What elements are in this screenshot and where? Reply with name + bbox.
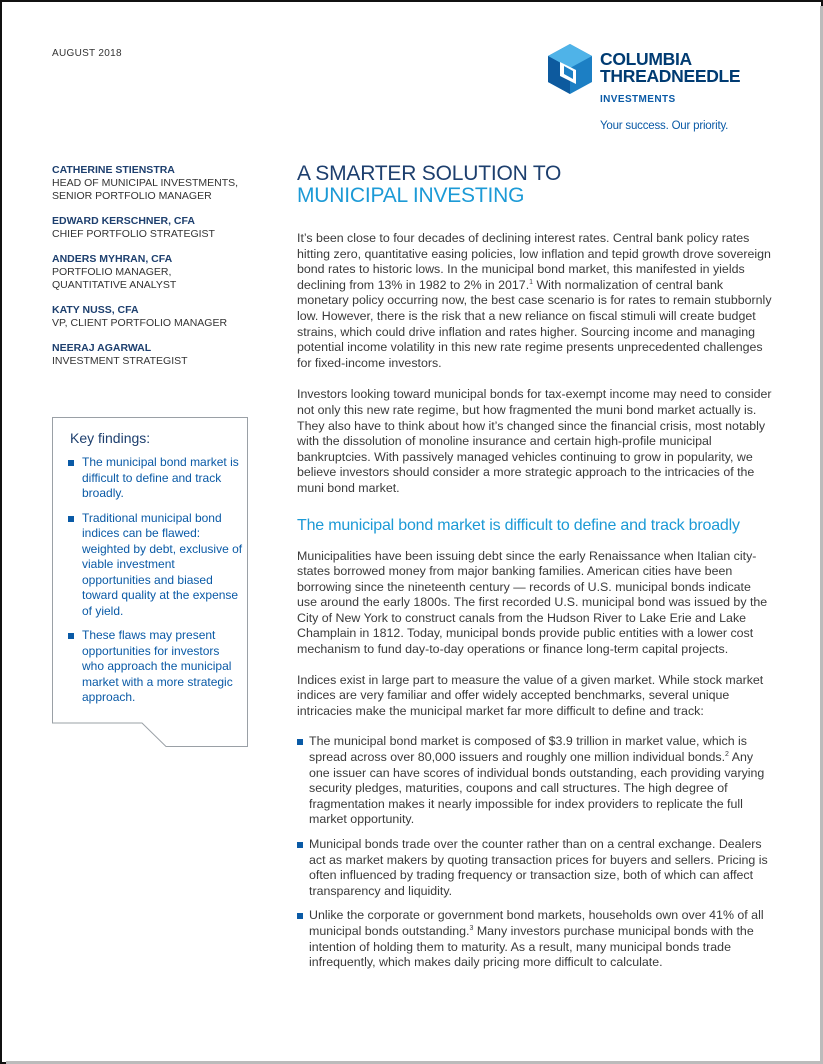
bullet-item [297, 734, 772, 828]
author-title: INVESTMENT STRATEGIST [52, 355, 188, 367]
author-title: CHIEF PORTFOLIO STRATEGIST [52, 228, 215, 240]
section-heading: The municipal bond market is difficult to define and track broadly [297, 516, 740, 534]
author-name: ANDERS MYHRAN, CFA [52, 253, 173, 265]
bullet-list [297, 734, 772, 970]
author-name: KATY NUSS, CFA [52, 304, 139, 316]
bullet-text: The municipal bond market is composed of $3.9 trillion in market value, which is spread across over 80,000 issuers and roughly one million individual bonds. [309, 734, 748, 765]
paragraph: Municipalities have been issuing debt since the early Renaissance when Italian city-states borrowed money from major banking families. American cities have been borrowing since the nineteenth century — records of U.S. municipal bonds indicate use around the early 1800s. The first recorded U.S. municipal bond was issued by the City of New York to construct canals from the Hudson River to Lake Erie and Lake Champlain in 1812. Today, municipal bonds provide public entities with a lower cost mechanism to fund day-to-day operations or finance long-term capital projects. [297, 548, 768, 657]
paragraph-intro [297, 231, 772, 371]
author [52, 342, 262, 368]
bullet-text: Many investors purchase municipal bonds with the intention of holding them to maturity. As a result, many municipal bonds trade infrequently, which makes daily pricing more difficult to calculate. [309, 923, 754, 970]
footnote-ref: 2 [725, 750, 729, 758]
author [52, 164, 262, 203]
key-finding-item: The municipal bond market is difficult to define and track broadly. [66, 455, 244, 502]
author [52, 253, 262, 292]
author-name: NEERAJ AGARWAL [52, 342, 152, 354]
paragraph: Investors looking toward municipal bonds for tax-exempt income may need to consider not only this new rate regime, but how fragmented the muni bond market actually is. They also have to think about how it’s changed since the financial crisis, most notably with the dissolution of monoline insurance and certain high-profile municipal bankruptcies. With passively managed vehicles continuing to grow in popularity, we believe investors should consider a more strategic approach to the intricacies of the muni bond market. [297, 387, 772, 495]
tagline: Your success. Our priority. [600, 120, 729, 132]
authors-list [52, 164, 262, 380]
author-name: EDWARD KERSCHNER, CFA [52, 215, 195, 227]
logo-subtitle: INVESTMENTS [600, 94, 676, 105]
bullet-text: Any one issuer can have scores of individual bonds outstanding, each providing varying security pledges, maturities, coupons and call structures. The high degree of fragmentation makes it nearly impossible for index providers to replicate the full market opportunity. [309, 750, 765, 827]
paragraph: Indices exist in large part to measure the value of a given market. While stock market indices are very familiar and offer widely accepted benchmarks, several unique intricacies make the municipal market far more difficult to define and track: [297, 672, 764, 718]
title-line-1: A SMARTER SOLUTION TO [297, 162, 562, 185]
logo-cube-icon [546, 44, 594, 94]
author [52, 215, 262, 241]
logo-line-1: COLUMBIA [600, 49, 692, 69]
logo-wordmark [600, 51, 740, 85]
key-findings-box [52, 417, 248, 747]
key-finding-item: Traditional municipal bond indices can be flawed: weighted by debt, exclusive of viable investment opportunities and biased toward quality at the expense of yield. [66, 511, 244, 620]
key-finding-item: These flaws may present opportunities for investors who approach the municipal market with a more strategic approach. [66, 628, 244, 706]
main-content [297, 163, 772, 980]
key-findings-title: Key findings: [70, 430, 151, 446]
bullet-item: Municipal bonds trade over the counter rather than on a central exchange. Dealers act as market makers by quoting transaction prices for buyers and sellers. Pricing is often influenced by trading frequency or transaction size, both of which can affect transparency and liquidity. [297, 837, 772, 899]
author-name: CATHERINE STIENSTRA [52, 164, 175, 176]
paragraph-text: With normalization of central bank monetary policy occurring now, the best case scenario is for rates to remain stubbornly low. However, there is the risk that a new reliance on fiscal stimuli will create budget strains, which could drive inflation and rates higher. Sourcing income and managing potential income volatility in this new rate regime presents unprecedented challenges for fixed-income investors. [297, 277, 772, 370]
page-title [297, 163, 772, 207]
author-title: HEAD OF MUNICIPAL INVESTMENTS, SENIOR PORTFOLIO MANAGER [52, 177, 239, 202]
key-findings-list [66, 455, 244, 715]
footnote-ref: 1 [529, 278, 534, 286]
author-title: VP, CLIENT PORTFOLIO MANAGER [52, 317, 228, 329]
paragraph-text: It’s been close to four decades of declining interest rates. Central bank policy rates hitting zero, quantitative easing policies, low inflation and tepid growth drove sovereign bond rates to historic lows. In the municipal bond market, this manifested in yields declining from 13% in 1982 to 2% in 2017. [297, 231, 771, 292]
footnote-ref: 3 [469, 924, 474, 932]
author [52, 304, 262, 330]
publication-date: AUGUST 2018 [52, 48, 122, 59]
author-title: PORTFOLIO MANAGER, QUANTITATIVE ANALYST [52, 266, 177, 291]
title-line-2: MUNICIPAL INVESTING [297, 184, 525, 207]
logo-line-2: THREADNEEDLE [600, 66, 741, 86]
bullet-item [297, 908, 772, 970]
bullet-text: Unlike the corporate or government bond markets, households own over 41% of all municipal bonds outstanding. [309, 908, 764, 938]
